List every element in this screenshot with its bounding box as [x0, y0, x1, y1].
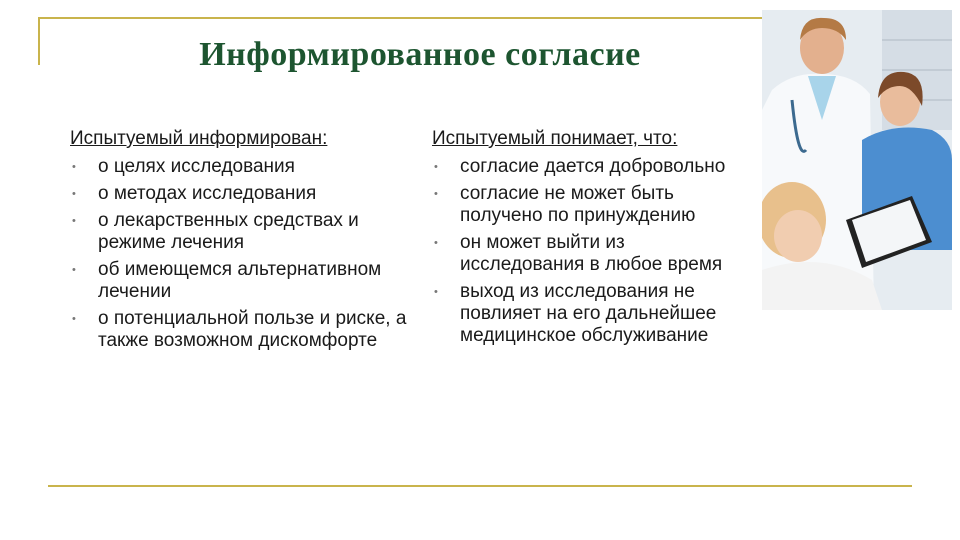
list-item-text: согласие дается добровольно — [460, 156, 726, 177]
list-item — [70, 183, 410, 205]
list-item-text: согласие не может быть получено по принуждению — [460, 183, 696, 226]
left-column-heading: Испытуемый информирован: — [70, 128, 328, 149]
bullet-icon: • — [72, 264, 76, 276]
list-item-text: о лекарственных средствах и режиме лечения — [98, 210, 359, 253]
list-item — [432, 232, 752, 276]
list-item — [70, 156, 410, 178]
right-column — [432, 128, 752, 352]
list-item-text: о потенциальной пользе и риске, а также возможном дискомфорте — [98, 308, 407, 351]
list-item-text: о методах исследования — [98, 183, 317, 204]
bullet-icon: • — [434, 188, 438, 200]
frame-bottom-line — [48, 485, 912, 487]
bullet-icon: • — [72, 188, 76, 200]
frame-left-line — [38, 17, 40, 65]
list-item-text: об имеющемся альтернативном лечении — [98, 259, 382, 302]
right-column-heading: Испытуемый понимает, что: — [432, 128, 678, 149]
list-item — [70, 308, 410, 352]
list-item — [70, 210, 410, 254]
frame-top-line — [38, 17, 762, 19]
list-item — [432, 183, 752, 227]
left-column — [70, 128, 410, 357]
list-item-text: он может выйти из исследования в любое время — [460, 232, 723, 275]
list-item — [70, 259, 410, 303]
bullet-icon: • — [72, 313, 76, 325]
doctors-photo — [762, 10, 952, 310]
list-item — [432, 281, 752, 347]
list-item — [432, 156, 752, 178]
bullet-icon: • — [72, 161, 76, 173]
doctors-illustration — [762, 10, 952, 310]
list-item-text: о целях исследования — [98, 156, 295, 177]
bullet-icon: • — [434, 161, 438, 173]
bullet-icon: • — [72, 215, 76, 227]
right-bullet-list — [432, 156, 752, 347]
list-item-text: выход из исследования не повлияет на его дальнейшее медицинское обслуживание — [460, 281, 717, 346]
slide-title: Информированное согласие — [199, 36, 641, 73]
left-bullet-list — [70, 156, 410, 352]
bullet-icon: • — [434, 237, 438, 249]
bullet-icon: • — [434, 286, 438, 298]
